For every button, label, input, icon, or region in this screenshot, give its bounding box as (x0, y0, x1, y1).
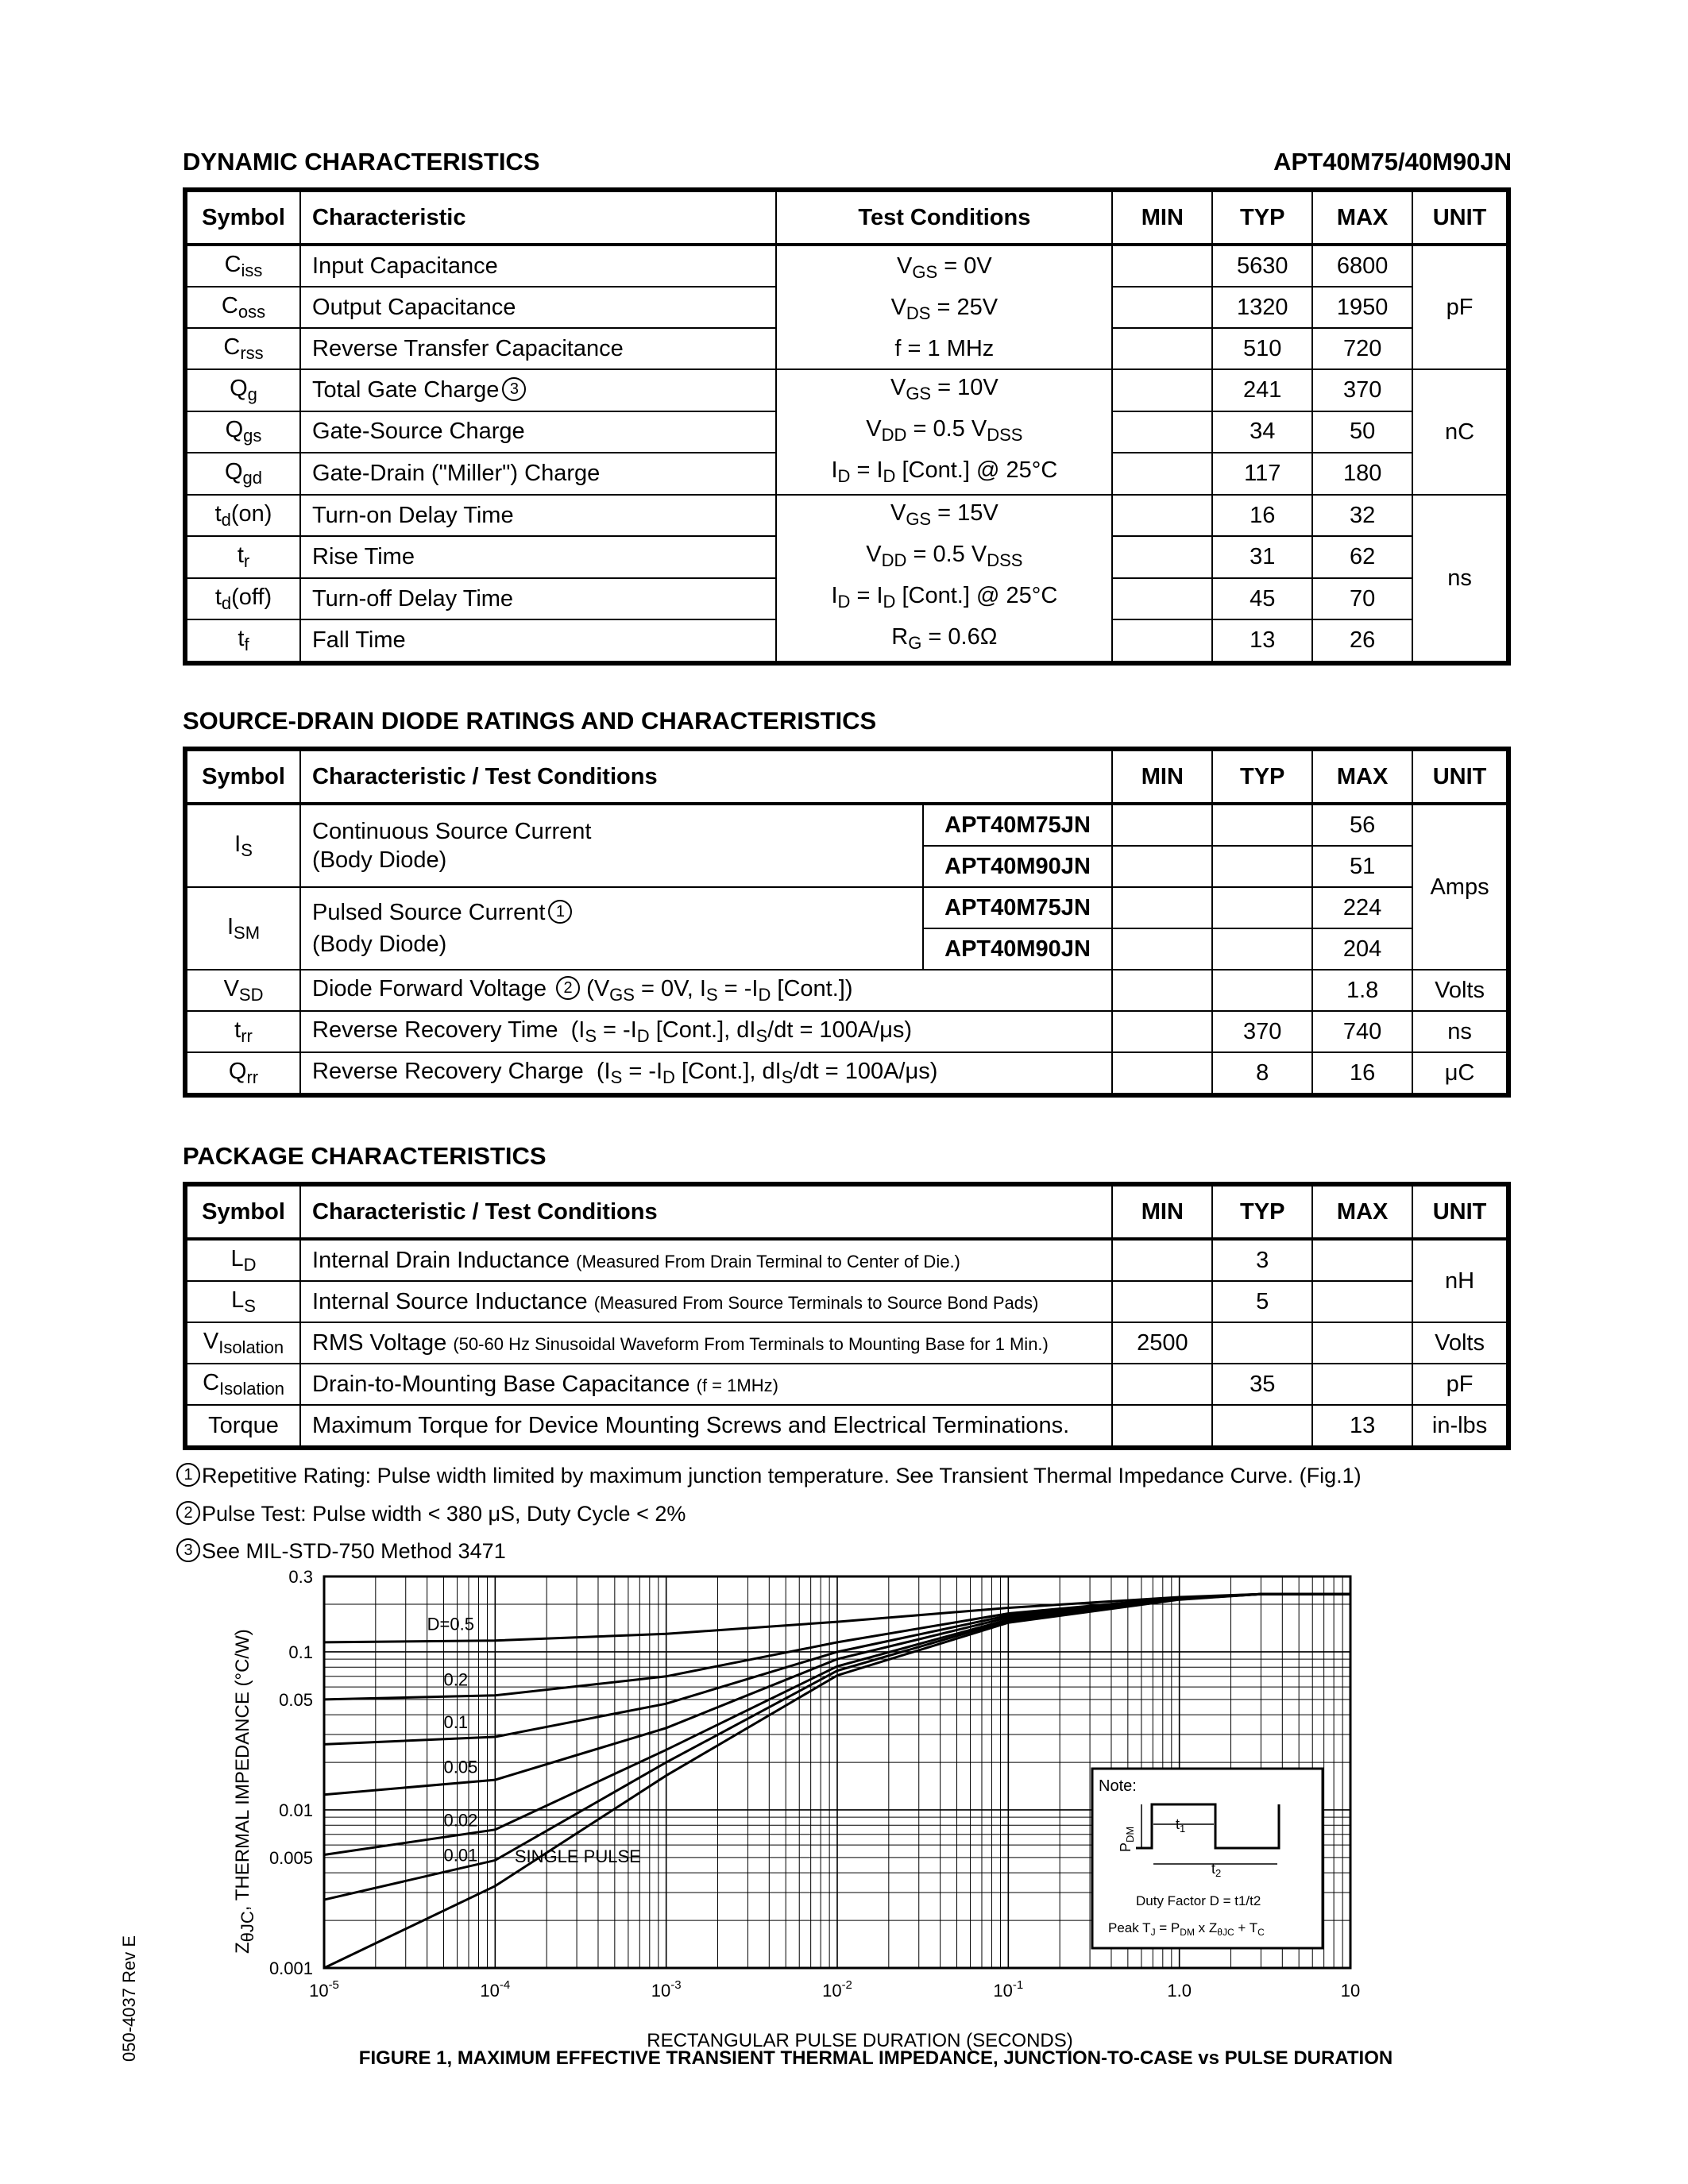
symbol-cell: $L_S$ (185, 1281, 300, 1322)
typ-cell: 13 (1212, 619, 1312, 663)
characteristic-cell: Turn-on Delay Time (300, 495, 776, 536)
max-cell: 740 (1312, 1011, 1412, 1052)
peak-formula: Peak $T_J = P_{DM}$ x $Z_{\theta JC} + T_C$ (1108, 1920, 1265, 1938)
typ-cell: 35 (1212, 1364, 1312, 1405)
characteristic-cell: Total Gate Charge 3 (300, 369, 776, 411)
unit-cell: pF (1412, 1364, 1508, 1405)
footnote: 3 See MIL-STD-750 Method 3471 (176, 1538, 506, 1564)
symbol-cell: $L_D$ (185, 1239, 300, 1281)
test-conditions-capacitance: $V_{GS} = 0V$ $V_{DS} = 25V$ f = 1 MHz (776, 245, 1112, 369)
package-title: PACKAGE CHARACTERISTICS (183, 1142, 547, 1170)
symbol-cell: $t_f$ (185, 619, 300, 663)
footnote-marker: 2 (556, 976, 580, 1000)
col-characteristic: Characteristic / Test Conditions (300, 1184, 1112, 1239)
col-test-conditions: Test Conditions (776, 190, 1112, 245)
typ-cell: 117 (1212, 453, 1312, 495)
figure-caption: FIGURE 1, MAXIMUM EFFECTIVE TRANSIENT THERMAL IMPEDANCE, JUNCTION-TO-CASE vs PULSE DURATION (358, 2047, 1393, 2069)
symbol-cell: $Q_{gs}$ (185, 411, 300, 453)
x-tick-label: $10^{-2}$ (822, 1978, 852, 2001)
part-cell: APT40M75JN (923, 804, 1113, 846)
y-tick-label: 0.005 (268, 1847, 313, 1868)
series-label: 0.05 (443, 1757, 478, 1777)
typ-cell: 1320 (1212, 287, 1312, 328)
characteristic-cell: Turn-off Delay Time (300, 578, 776, 619)
col-typ: TYP (1212, 1184, 1312, 1239)
y-tick-label: 0.01 (279, 1800, 313, 1820)
symbol-cell: $Q_{rr}$ (185, 1052, 300, 1095)
duty-factor: Duty Factor D = t1/t2 (1136, 1893, 1261, 1908)
characteristic-cell: Pulsed Source Current 1 (Body Diode) (300, 887, 923, 970)
note-title: Note: (1099, 1777, 1137, 1795)
typ-cell: 16 (1212, 495, 1312, 536)
characteristic-cell: Rise Time (300, 536, 776, 577)
col-min: MIN (1112, 1184, 1212, 1239)
col-symbol: Symbol (185, 749, 300, 804)
characteristic-cell: Drain-to-Mounting Base Capacitance (f = 1MHz) (300, 1364, 1112, 1405)
y-tick-label: 0.1 (288, 1642, 313, 1662)
y-axis-label: ZθJC, THERMAL IMPEDANCE (°C/W) (232, 1629, 257, 1954)
col-typ: TYP (1212, 749, 1312, 804)
typ-cell: 5 (1212, 1281, 1312, 1322)
characteristic-cell: Reverse Recovery Time ($I_S = -I_D$ [Cont.], $dI_S/dt = 100A/\mu s$) (300, 1011, 1112, 1052)
footnote: 2 Pulse Test: Pulse width < 380 μS, Duty Cycle < 2% (176, 1501, 686, 1526)
series-label: SINGLE PULSE (514, 1846, 641, 1866)
typ-cell: 510 (1212, 328, 1312, 369)
symbol-cell: $t_d(off)$ (185, 578, 300, 619)
characteristic-cell: Internal Source Inductance (Measured From Source Terminals to Source Bond Pads) (300, 1281, 1112, 1322)
col-symbol: Symbol (185, 1184, 300, 1239)
col-unit: UNIT (1412, 1184, 1508, 1239)
symbol-cell: Torque (185, 1405, 300, 1448)
symbol-cell: $I_S$ (185, 804, 300, 887)
typ-cell: 34 (1212, 411, 1312, 453)
symbol-cell: $Q_{gd}$ (185, 453, 300, 495)
typ-cell: 370 (1212, 1011, 1312, 1052)
series-label: 0.1 (443, 1711, 469, 1732)
characteristic-cell: RMS Voltage (50-60 Hz Sinusoidal Waveform From Terminals to Mounting Base for 1 Min.) (300, 1322, 1112, 1364)
col-max: MAX (1312, 190, 1412, 245)
unit-cell: Volts (1412, 1322, 1508, 1364)
col-unit: UNIT (1412, 190, 1508, 245)
series-label: D=0.5 (427, 1614, 474, 1634)
characteristic-cell: Output Capacitance (300, 287, 776, 328)
max-cell: 1.8 (1312, 970, 1412, 1011)
max-cell: 180 (1312, 453, 1412, 495)
unit-cell: Amps (1412, 804, 1508, 970)
t2-label: $t_2$ (1211, 1861, 1222, 1879)
characteristic-cell: Gate-Drain ("Miller") Charge (300, 453, 776, 495)
max-cell: 1950 (1312, 287, 1412, 328)
part-cell: APT40M90JN (923, 846, 1113, 887)
characteristic-cell: Diode Forward Voltage 2 ($V_{GS} = 0V$, $I_S = -I_D$ [Cont.]) (300, 970, 1112, 1011)
max-cell: 56 (1312, 804, 1412, 846)
x-tick-label: $10^{-1}$ (993, 1978, 1024, 2001)
x-tick-label: $10^{-5}$ (309, 1978, 339, 2001)
col-unit: UNIT (1412, 749, 1508, 804)
characteristic-cell: Reverse Recovery Charge ($I_S = -I_D$ [Cont.], $dI_S/dt = 100A/\mu s$) (300, 1052, 1112, 1095)
max-cell: 62 (1312, 536, 1412, 577)
characteristic-cell: Reverse Transfer Capacitance (300, 328, 776, 369)
unit-cell: nC (1412, 369, 1508, 495)
diode-title: SOURCE-DRAIN DIODE RATINGS AND CHARACTERISTICS (183, 707, 877, 735)
characteristic-cell: Gate-Source Charge (300, 411, 776, 453)
max-cell: 13 (1312, 1405, 1412, 1448)
test-conditions-charge: $V_{GS} = 10V$ $V_{DD} = 0.5$ $V_{DSS}$ $I_D = I_D$ [Cont.] @ 25°C (776, 369, 1112, 495)
symbol-cell: $t_d(on)$ (185, 495, 300, 536)
test-conditions-switching: $V_{GS} = 15V$ $V_{DD} = 0.5$ $V_{DSS}$ $I_D = I_D$ [Cont.] @ 25°C $R_G = 0.6\Omega$ (776, 495, 1112, 663)
series-label: 0.02 (443, 1810, 478, 1831)
max-cell: 204 (1312, 928, 1412, 970)
characteristic-cell: Internal Drain Inductance (Measured From Drain Terminal to Center of Die.) (300, 1239, 1112, 1281)
characteristic-cell: Continuous Source Current (Body Diode) (300, 804, 923, 887)
max-cell: 370 (1312, 369, 1412, 411)
x-tick-label: $10^{-3}$ (651, 1978, 682, 2001)
unit-cell: in-lbs (1412, 1405, 1508, 1448)
col-min: MIN (1112, 749, 1212, 804)
x-tick-label: $10^{-4}$ (480, 1978, 511, 2001)
col-symbol: Symbol (185, 190, 300, 245)
x-tick-label: 10 (1340, 1981, 1361, 2001)
max-cell: 6800 (1312, 245, 1412, 287)
document-code: 050-4037 Rev E (119, 1935, 139, 2062)
symbol-cell: $V_{Isolation}$ (185, 1322, 300, 1364)
col-characteristic: Characteristic / Test Conditions (300, 749, 1112, 804)
max-cell: 32 (1312, 495, 1412, 536)
footnote-marker: 3 (502, 377, 526, 401)
series-label: 0.2 (443, 1669, 469, 1690)
y-tick-label: 0.001 (268, 1958, 313, 1978)
part-cell: APT40M75JN (923, 887, 1113, 928)
symbol-cell: $t_r$ (185, 536, 300, 577)
typ-cell: 31 (1212, 536, 1312, 577)
max-cell: 224 (1312, 887, 1412, 928)
col-max: MAX (1312, 749, 1412, 804)
unit-cell: nH (1412, 1239, 1508, 1322)
unit-cell: Volts (1412, 970, 1508, 1011)
symbol-cell: $I_{SM}$ (185, 887, 300, 970)
characteristic-cell: Input Capacitance (300, 245, 776, 287)
col-min: MIN (1112, 190, 1212, 245)
characteristic-cell: Fall Time (300, 619, 776, 663)
typ-cell: 3 (1212, 1239, 1312, 1281)
col-characteristic: Characteristic (300, 190, 776, 245)
max-cell: 50 (1312, 411, 1412, 453)
typ-cell: 5630 (1212, 245, 1312, 287)
min-cell: 2500 (1112, 1322, 1212, 1364)
symbol-cell: $V_{SD}$ (185, 970, 300, 1011)
x-tick-label: 1.0 (1167, 1981, 1192, 2001)
part-number: APT40M75/40M90JN (1273, 148, 1512, 176)
footnote: 1 Repetitive Rating: Pulse width limited by maximum junction temperature. See Transient Thermal Impedance Curve. (Fig.1) (176, 1463, 1362, 1488)
typ-cell: 241 (1212, 369, 1312, 411)
pdm-label: $P_{DM}$ (1118, 1826, 1136, 1852)
unit-cell: ns (1412, 495, 1508, 663)
symbol-cell: $t_{rr}$ (185, 1011, 300, 1052)
symbol-cell: $C_{oss}$ (185, 287, 300, 328)
typ-cell: 45 (1212, 578, 1312, 619)
y-tick-label: 0.05 (279, 1689, 313, 1710)
symbol-cell: $Q_g$ (185, 369, 300, 411)
max-cell: 720 (1312, 328, 1412, 369)
characteristic-cell: Maximum Torque for Device Mounting Screws and Electrical Terminations. (300, 1405, 1112, 1448)
max-cell: 16 (1312, 1052, 1412, 1095)
y-tick-label: 0.3 (288, 1567, 313, 1587)
unit-cell: pF (1412, 245, 1508, 369)
unit-cell: ns (1412, 1011, 1508, 1052)
col-max: MAX (1312, 1184, 1412, 1239)
max-cell: 51 (1312, 846, 1412, 887)
max-cell: 70 (1312, 578, 1412, 619)
typ-cell: 8 (1212, 1052, 1312, 1095)
max-cell: 26 (1312, 619, 1412, 663)
col-typ: TYP (1212, 190, 1312, 245)
symbol-cell: $C_{Isolation}$ (185, 1364, 300, 1405)
dynamic-title: DYNAMIC CHARACTERISTICS (183, 148, 540, 176)
unit-cell: μC (1412, 1052, 1508, 1095)
footnote-marker: 1 (548, 900, 572, 924)
x-axis-label: RECTANGULAR PULSE DURATION (SECONDS) (647, 2030, 1073, 2051)
series-label: 0.01 (443, 1845, 478, 1866)
t1-label: $t_1$ (1176, 1816, 1186, 1835)
symbol-cell: $C_{iss}$ (185, 245, 300, 287)
part-cell: APT40M90JN (923, 928, 1113, 970)
symbol-cell: $C_{rss}$ (185, 328, 300, 369)
